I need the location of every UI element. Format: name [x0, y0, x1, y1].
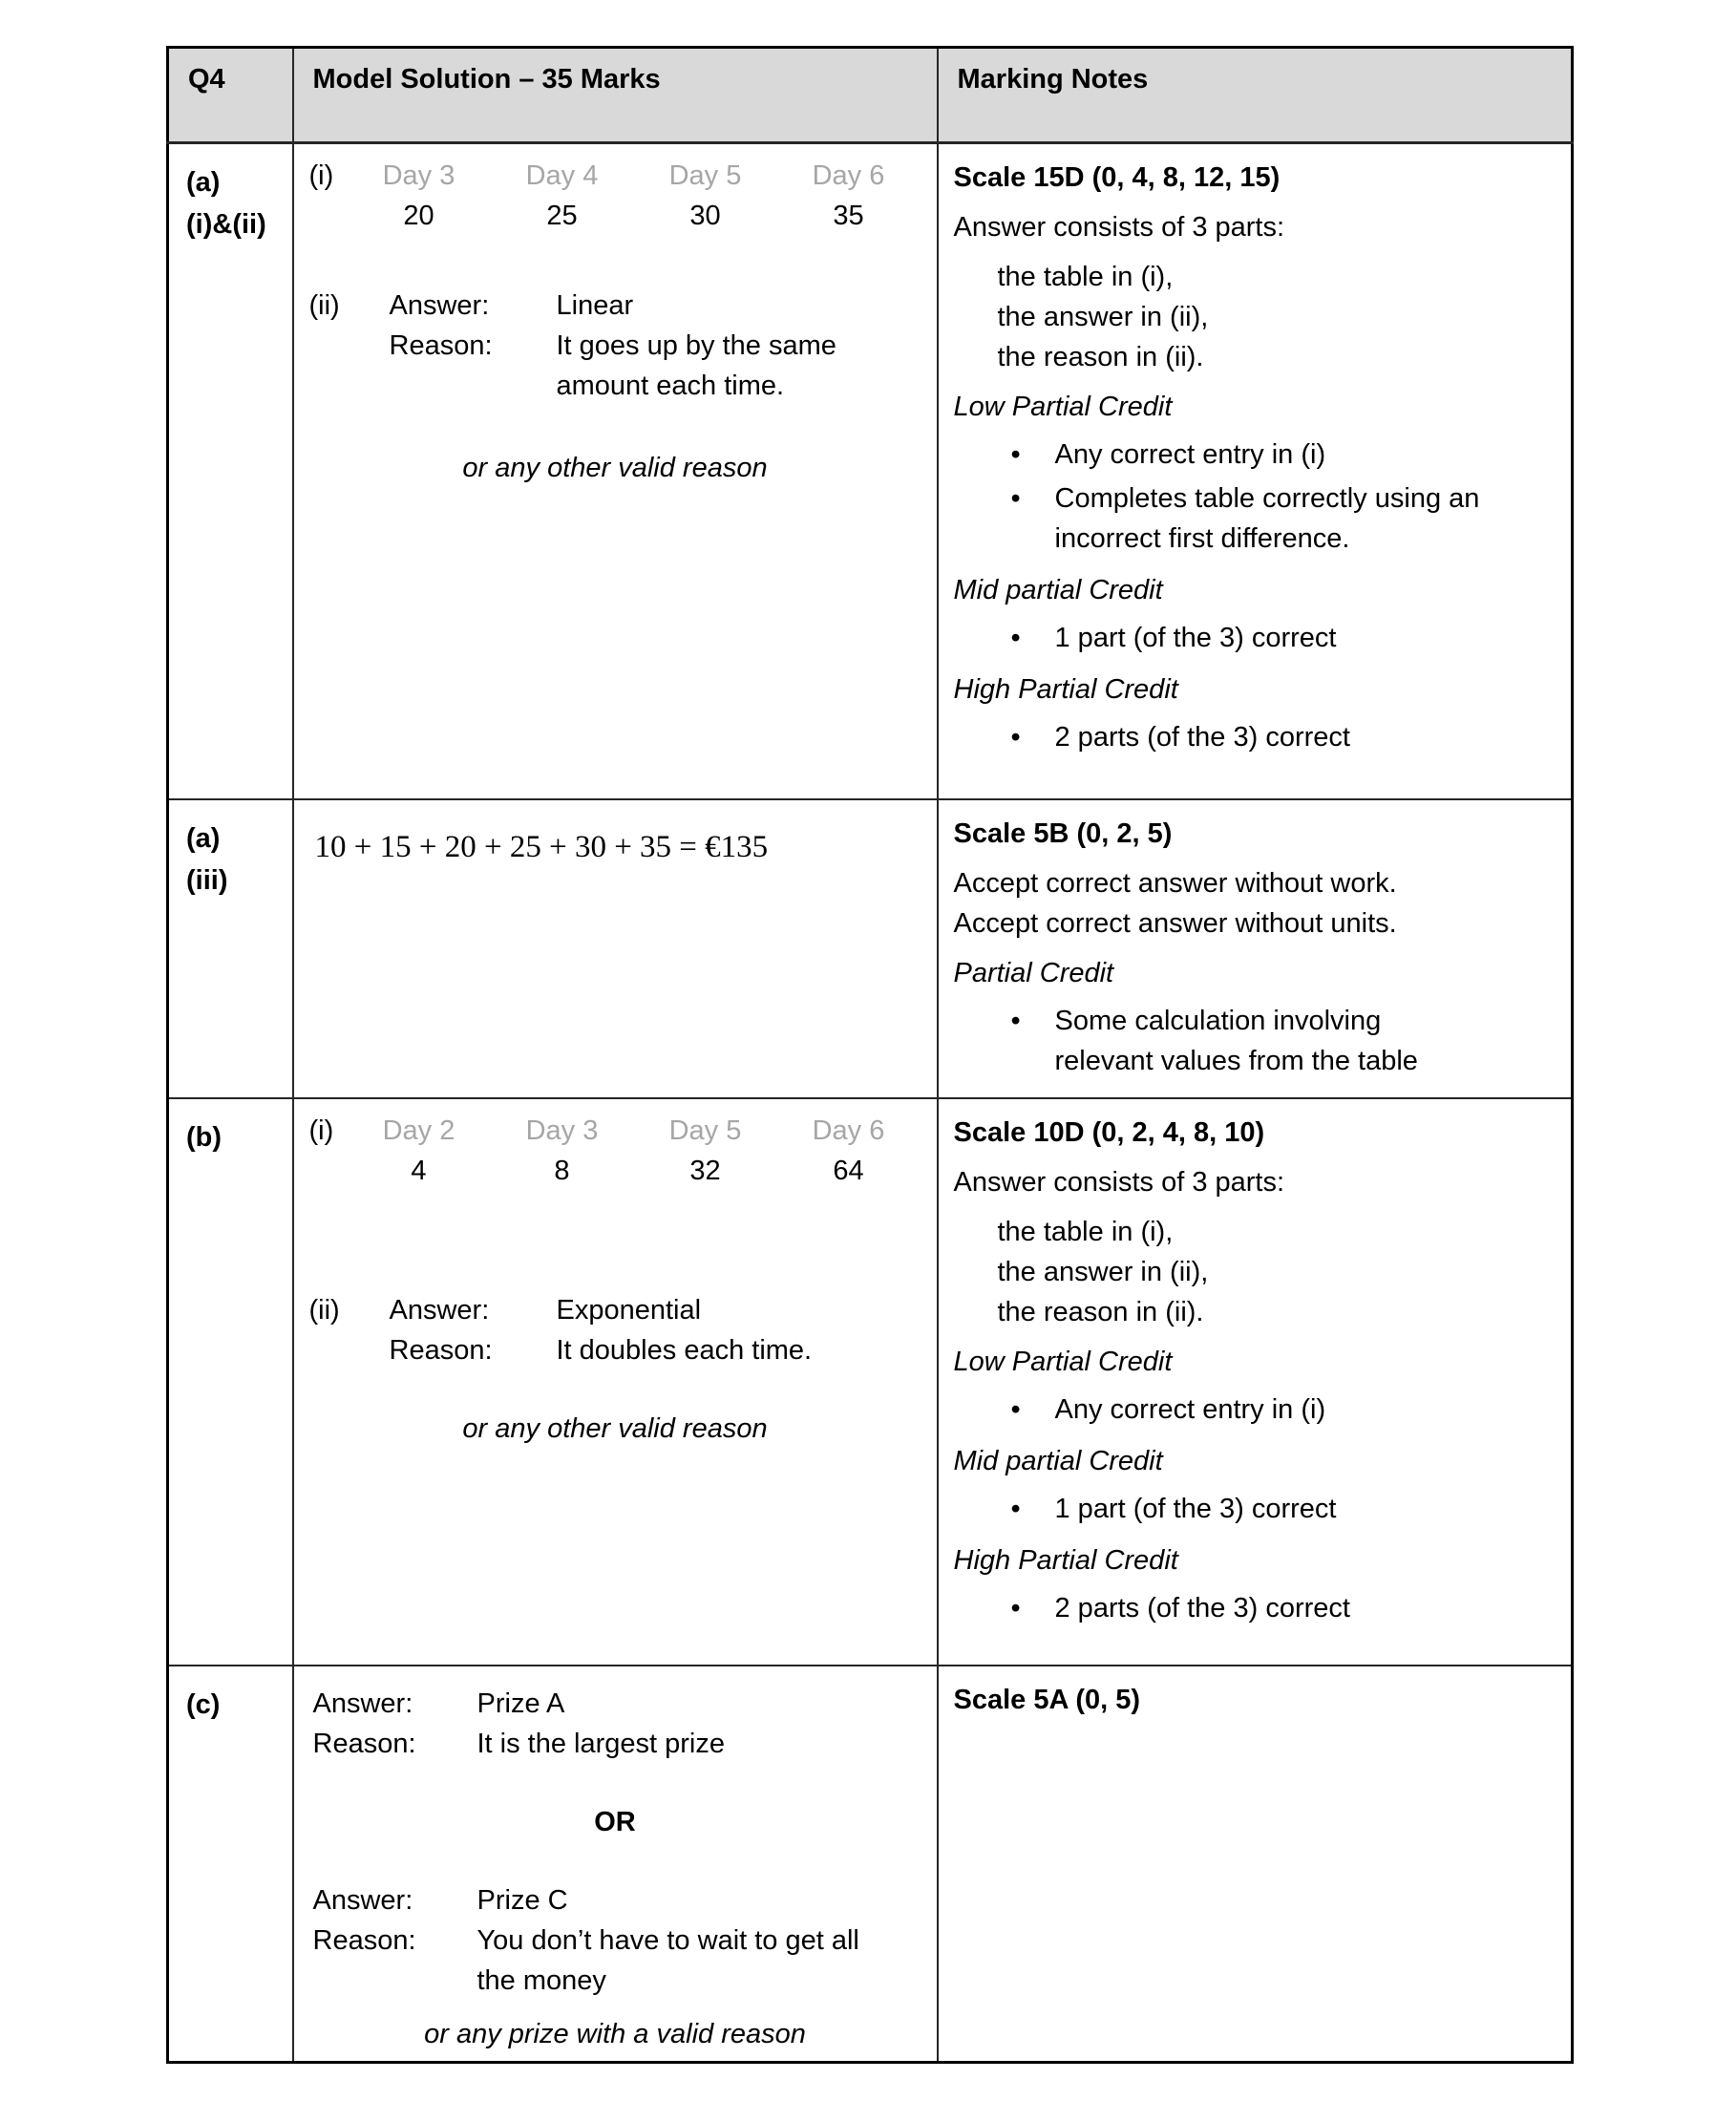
row-label-b [168, 1098, 293, 1666]
scale-heading: Scale 10D (0, 2, 4, 8, 10) [953, 1116, 1265, 1148]
or-separator: OR [594, 1806, 636, 1837]
part-label: (c) [186, 1688, 221, 1720]
day-value: 32 [689, 1155, 721, 1186]
reason-value: It goes up by the same amount each time. [556, 330, 836, 401]
mid-partial-credit-heading: Mid partial Credit [953, 575, 1163, 605]
day-header-row [309, 156, 921, 196]
bullet-item: • Some calculation involving relevant values from the table [954, 1001, 1466, 1081]
bullet-item: • Any correct entry in (i) [954, 435, 1556, 475]
bullet-item: • Completes table correctly using an incorrect first difference. [954, 478, 1556, 559]
high-partial-credit-heading: High Partial Credit [953, 1544, 1178, 1576]
bullet-item: • 1 part (of the 3) correct [954, 1489, 1556, 1529]
answer-part: the table in (i), [997, 262, 1174, 292]
accept-note: Accept correct answer without units. [953, 907, 1397, 939]
solution-cell-c [293, 1666, 938, 2063]
answer-label: Answer: [389, 290, 490, 321]
part-label: (iii) [186, 864, 228, 896]
answer-reason-block [309, 1290, 921, 1370]
answer-parts-list [998, 257, 1556, 377]
answer-part: the reason in (ii). [997, 342, 1204, 372]
answer-part: the table in (i), [997, 1216, 1174, 1247]
day-label: Day 5 [668, 1114, 742, 1146]
day-value-row [309, 1151, 921, 1191]
reason-label: Reason: [312, 1924, 416, 1956]
low-partial-credit-heading: Low Partial Credit [953, 1346, 1173, 1377]
row-label-a-iii [168, 799, 293, 1098]
day-label: Day 6 [812, 1114, 885, 1146]
marking-scheme-table [166, 46, 1574, 2064]
answer-part: the answer in (ii), [997, 302, 1209, 332]
day-value: 4 [411, 1155, 427, 1186]
day-header-row [309, 1111, 921, 1151]
answer-value: Prize C [476, 1884, 568, 1916]
part-label: (i)&(ii) [186, 209, 266, 240]
notes-cell-b [938, 1098, 1573, 1666]
low-partial-credit-heading: Low Partial Credit [953, 392, 1173, 422]
scale-heading: Scale 5B (0, 2, 5) [953, 817, 1173, 849]
day-value: 8 [554, 1155, 570, 1186]
high-partial-credit-list [954, 717, 1556, 757]
reason-label: Reason: [389, 1334, 493, 1366]
answer-label: Answer: [312, 1884, 413, 1916]
notes-cell-a-i-ii [938, 143, 1573, 799]
reason-value: It doubles each time. [556, 1334, 813, 1366]
day-label: Day 5 [668, 160, 742, 191]
bullet-item: • 2 parts (of the 3) correct [954, 1588, 1556, 1628]
reason-label: Reason: [312, 1728, 416, 1759]
day-value: 30 [689, 201, 721, 231]
day-value: 25 [546, 201, 578, 231]
answer-value: Prize A [476, 1687, 565, 1719]
valid-reason-note: or any other valid reason [462, 1412, 768, 1444]
row-label-a-i-ii [168, 143, 293, 799]
day-label: Day 3 [382, 160, 455, 191]
notes-cell-a-iii [938, 799, 1573, 1098]
answer-reason-block [309, 286, 921, 406]
reason-label: Reason: [389, 330, 493, 361]
valid-reason-note: or any other valid reason [462, 453, 768, 483]
day-value: 64 [833, 1155, 864, 1186]
answer-part: the answer in (ii), [997, 1256, 1209, 1287]
roman-i-label: (i) [308, 160, 334, 191]
answer-reason-block [309, 1684, 921, 1764]
day-value: 20 [403, 201, 434, 231]
roman-ii-label: (ii) [308, 1294, 340, 1326]
notes-intro: Answer consists of 3 parts: [953, 212, 1285, 243]
low-partial-credit-list [954, 1390, 1556, 1430]
answer-part: the reason in (ii). [997, 1296, 1204, 1327]
solution-cell-b [293, 1098, 938, 1666]
solution-cell-a-i-ii [293, 143, 938, 799]
day-label: Day 6 [812, 160, 885, 191]
header-question-number: Q4 [168, 48, 293, 143]
mid-partial-credit-list [954, 618, 1556, 658]
header-marking-notes: Marking Notes [938, 48, 1573, 143]
answer-label: Answer: [312, 1687, 413, 1719]
high-partial-credit-list [954, 1588, 1556, 1628]
low-partial-credit-list [954, 435, 1556, 559]
notes-cell-c [938, 1666, 1573, 2063]
scale-heading: Scale 5A (0, 5) [953, 1684, 1141, 1715]
day-label: Day 3 [525, 1114, 599, 1146]
row-label-c [168, 1666, 293, 2063]
solution-cell-a-iii [293, 799, 938, 1098]
valid-reason-note: or any prize with a valid reason [424, 2018, 806, 2049]
day-value: 35 [833, 201, 864, 231]
bullet-item: • 1 part (of the 3) correct [954, 618, 1556, 658]
part-label: (a) [186, 167, 221, 198]
partial-credit-heading: Partial Credit [953, 957, 1114, 988]
day-label: Day 2 [382, 1114, 455, 1146]
accept-note: Accept correct answer without work. [953, 867, 1397, 899]
answer-value: Linear [556, 290, 634, 321]
header-model-solution: Model Solution – 35 Marks [293, 48, 938, 143]
mid-partial-credit-list [954, 1489, 1556, 1529]
part-label: (b) [186, 1121, 222, 1153]
roman-i-label: (i) [308, 1114, 334, 1146]
reason-value: It is the largest prize [476, 1728, 725, 1759]
notes-intro: Answer consists of 3 parts: [953, 1166, 1285, 1198]
day-value-row [309, 196, 921, 236]
high-partial-credit-heading: High Partial Credit [953, 674, 1178, 705]
partial-credit-list [954, 1001, 1556, 1081]
answer-value: Exponential [556, 1294, 702, 1326]
part-label: (a) [186, 822, 221, 854]
bullet-item: • 2 parts (of the 3) correct [954, 717, 1556, 757]
day-label: Day 4 [525, 160, 599, 191]
mid-partial-credit-heading: Mid partial Credit [953, 1445, 1163, 1476]
reason-value: You don’t have to wait to get all the money [476, 1924, 859, 1996]
roman-ii-label: (ii) [308, 290, 340, 321]
answer-parts-list [998, 1212, 1556, 1332]
answer-label: Answer: [389, 1294, 490, 1326]
scale-heading: Scale 15D (0, 4, 8, 12, 15) [953, 162, 1281, 193]
sum-equation: 10 + 15 + 20 + 25 + 30 + 35 = €135 [314, 829, 769, 864]
answer-reason-block [309, 1880, 921, 2001]
bullet-item: • Any correct entry in (i) [954, 1390, 1556, 1430]
